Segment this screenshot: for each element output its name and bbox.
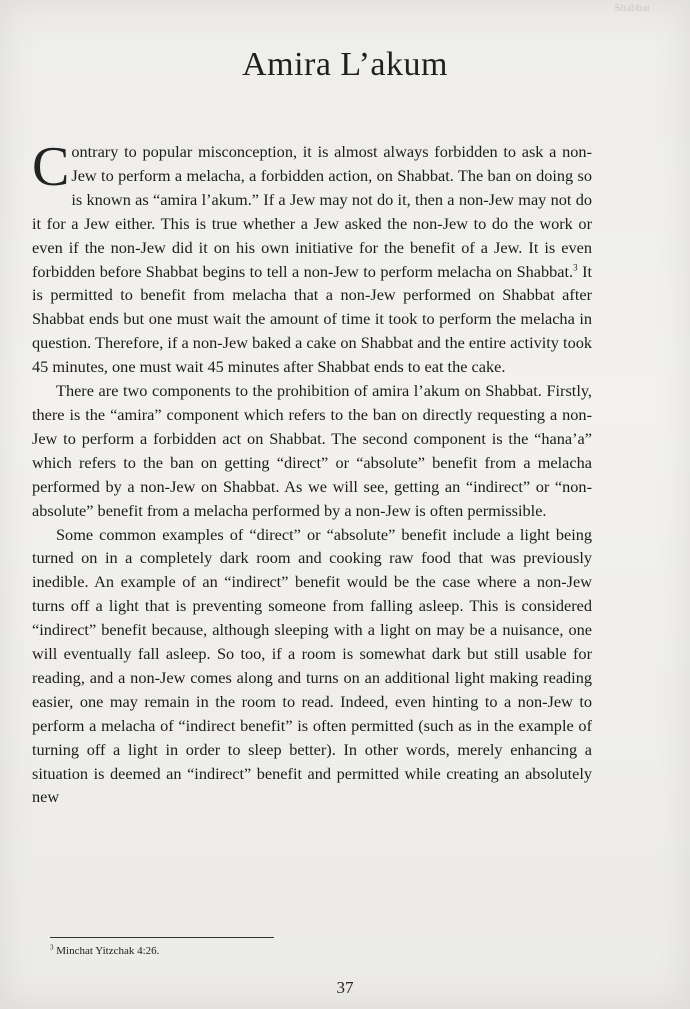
footnote-ref: 3: [573, 262, 578, 273]
body-text: [32, 136, 593, 809]
footnote-text: Minchat Yitzchak 4:26.: [56, 945, 160, 957]
paragraph-1-part-a: ontrary to popular misconception, it is almost always forbidden to ask a non-Jew to perform a melacha, a forbidden action, on Shabbat. The ban on doing so is known as “amira l’akum.” If a Jew may not do it, then a non-Jew may not do it for a Jew either. This is true whether a Jew asked the non-Jew to do the work or even if the non-Jew did it on his own initiative for the benefit of a Jew. It is even forbidden before Shabbat begins to tell a non-Jew to perform melacha on Shabbat.: [32, 142, 592, 281]
paragraph-1: [32, 136, 593, 379]
footnote-marker: 3: [50, 943, 54, 952]
footnote-divider: [50, 937, 274, 938]
footnote: [50, 945, 159, 957]
chapter-title: Amira L’akum: [242, 46, 448, 83]
running-head: Shabbat: [614, 2, 650, 14]
drop-cap: C: [32, 136, 70, 198]
paragraph-2: There are two components to the prohibition of amira l’akum on Shabbat. Firstly, there is the “amira” component which refers to the ban on directly requesting a non-Jew to perform a forbidden act on Shabbat. The second component is the “hana’a” which refers to the ban on getting “direct” or “absolute” benefit from a melacha performed by a non-Jew on Shabbat. As we will see, getting an “indirect” or “non-absolute” benefit from a melacha performed by a non-Jew is often permissible.: [32, 381, 592, 520]
page-number: 37: [336, 978, 354, 997]
paragraph-1-part-b: It is permitted to benefit from melacha that a non-Jew performed on Shabbat after Shabbat ends but one must wait the amount of time it took to perform the melacha in question. Therefore, if a non-Jew baked a cake on Shabbat and the entire activity took 45 minutes, one must wait 45 minutes after Shabbat ends to eat the cake.: [32, 261, 593, 377]
paragraph-3: Some common examples of “direct” or “absolute” benefit include a light being turned on in a completely dark room and cooking raw food that was previously inedible. An example of an “indirect” benefit would be the case where a non-Jew turns off a light that is preventing someone from falling asleep. This is considered “indirect” benefit because, although sleeping with a light on may be a nuisance, one will eventually fall asleep. So too, if a room is somewhat dark but still usable for reading, and a non-Jew comes along and turns on an additional light making reading easier, one may remain in the room to read. Indeed, even hinting to a non-Jew to perform a melacha of “indirect benefit” is often permitted (such as in the example of turning off a light in order to sleep better). In other words, merely enhancing a situation is deemed an “indirect” benefit and permitted while creating an absolutely new: [32, 524, 592, 807]
